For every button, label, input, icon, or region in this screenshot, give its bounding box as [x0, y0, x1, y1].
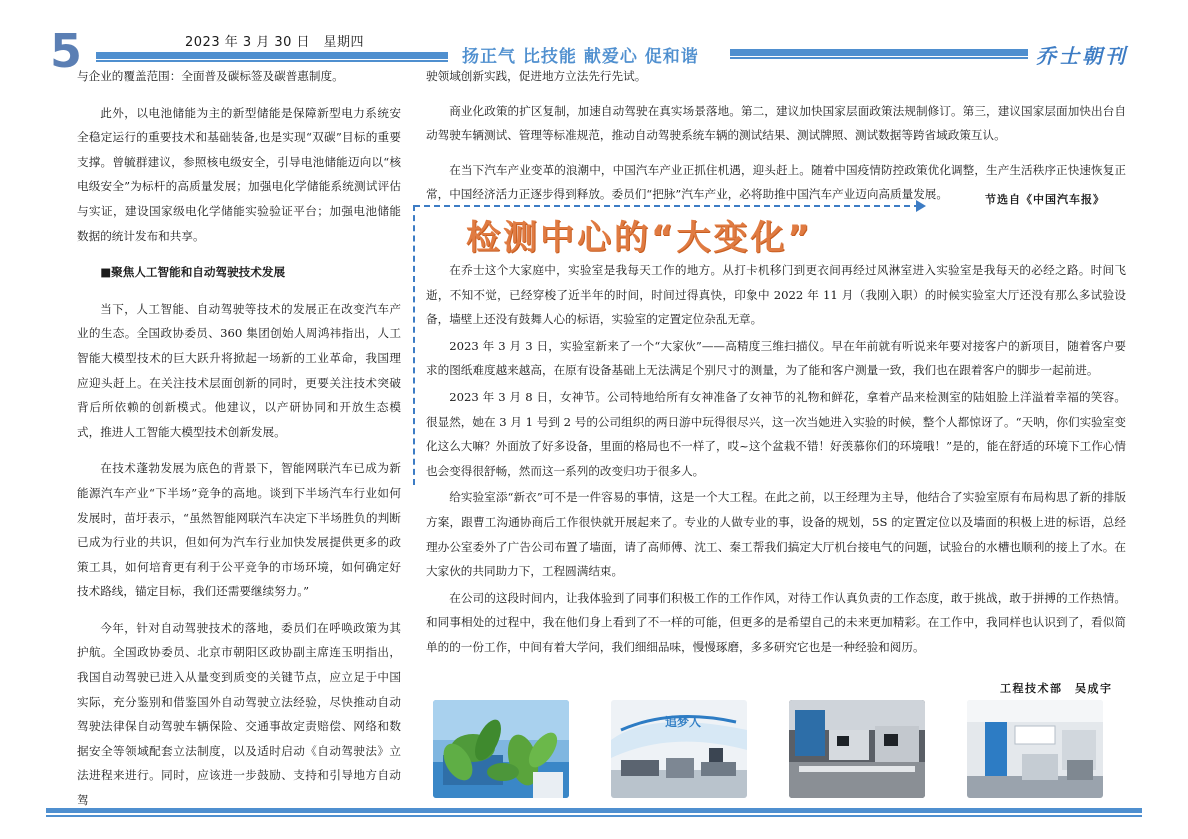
dashed-divider — [414, 205, 920, 207]
header-rule-left — [96, 52, 448, 59]
arrow-right-icon — [916, 200, 926, 212]
footer-rule-thin — [46, 815, 1142, 817]
header-rule-right-thin — [730, 57, 1028, 59]
article-author: 工程技术部 吴成宇 — [1000, 682, 1113, 695]
article-title: 检测中心的“大变化” — [466, 218, 813, 258]
header-slogan: 扬正气 比技能 献爱心 促和谐 — [462, 47, 699, 67]
right-paragraph: 在当下汽车产业变革的浪潮中，中国汽车产业正抓住机遇，迎头赶上。随着中国疫情防控政策优化调整，生产生活秩序正快速恢复正常，中国经济活力正逐步得到释放。委员们“把脉”汽车产业，必将助推中国汽车产业迈向高质量发展。 — [426, 162, 1126, 202]
issue-date: 2023 年 3 月 30 日 星期四 — [185, 35, 365, 50]
article-paragraph: 在公司的这段时间内，让我体验到了同事们积极工作的工作作风，对待工作认真负责的工作态度，敢于挑战，敢于拼搏的工作热情。和同事相处的过程中，我在他们身上看到了不一样的可能，但更多的是希望自己的未来更加精彩。在工作中，我同样也认识到了，看似简单的的一份工作，中间有着大学问，我们细细品味，慢慢琢磨，多多研究它也是一种经验和阅历。 — [426, 590, 1126, 654]
left-paragraph: 今年，针对自动驾驶技术的落地，委员们在呼唤政策为其护航。全国政协委员、北京市朝阳区政协副主席连玉明指出，我国自动驾驶已进入从量变到质变的关键节点，应立足于中国实际，充分鉴别和借鉴国外自动驾驶立法经验，尽快推动自动驾驶法律保自动驾驶车辆保险、交通事故定责赔偿、网络和数据安全等领域配套立法制度，以及适时启动《自动驾驶法》立法进程来进行。同时，应该进一步鼓励、支持和引导地方自动驾 — [77, 620, 401, 808]
left-column — [77, 64, 401, 825]
page-number: 5 — [50, 24, 83, 78]
header-rule-right — [730, 49, 1028, 56]
left-paragraph: 当下，人工智能、自动驾驶等技术的发展正在改变汽车产业的生态。全国政协委员、360 集团创始人周鸿祎指出，人工智能大模型技术的巨大跃升将掀起一场新的工业革命，我国理应迎头赶上。在关注技术层面创新的同时，更要关注技术突破背后所依赖的创新模式。他建议，以产研协同和开放生态模式，推进人工智能大模型技术创新发展。 — [77, 301, 401, 439]
article-paragraph: 在乔士这个大家庭中，实验室是我每天工作的地方。从打卡机移门到更衣间再经过风淋室进入实验室是我每天的必经之路。时间飞逝，不知不觉，已经穿梭了近半年的时间，时间过得真快，印象中 2022 年 11 月（我刚入职）的时候实验室大厅还没有那么多试验设备，墙壁上还没有鼓舞人心的标语，实验室的定置定位杂乱无章。 — [426, 263, 1126, 327]
photo-sign: 追梦人 — [664, 715, 702, 729]
lab-equipment-photo — [789, 700, 925, 798]
source-credit: 节选自《中国汽车报》 — [985, 193, 1105, 206]
left-paragraph: 此外，以电池储能为主的新型储能是保障新型电力系统安全稳定运行的重要技术和基础装备,也是实现“双碳”目标的重要支撑。曾毓群建议，参照核电级安全，引导电池储能迈向以“核电级安全”为标杆的高质量发展；加强电化学储能系统测试评估与实证，建设国家级电化学储能实验验证平台；加强电池储能数据的统计发布和共享。 — [77, 105, 401, 243]
article-paragraph: 2023 年 3 月 3 日，实验室新来了一个“大家伙”——高精度三维扫描仪。早在年前就有听说来年要对接客户的新项目，随着客户要求的图纸难度越来越高，在原有设备基础上无法满足个别尺寸的测量，为了能和客户测量一致，我们也在跟着客户的脚步一起前进。 — [426, 338, 1126, 378]
dashed-divider-vertical — [413, 205, 415, 485]
left-paragraph: 在技术蓬勃发展为底色的背景下，智能网联汽车已成为新能源汽车产业“下半场”竞争的高地。谈到下半场汽车行业如何发展时，苗圩表示，“虽然智能网联汽车决定下半场胜负的判断已成为行业的共识，但如何为汽车行业加快发展提供更多的政策工具，如何培育更有利于公平竞争的市场环境，如何确定好技术路线，锚定目标，我们还需要继续努力。” — [77, 461, 401, 599]
lab-hall-photo — [967, 700, 1103, 798]
section-heading: ■聚焦人工智能和自动驾驶技术发展 — [100, 265, 286, 280]
left-cont: 与企业的覆盖范围：全面普及碳标签及碳普惠制度。 — [77, 69, 344, 83]
masthead-logo: 乔士朝刊 — [1036, 44, 1128, 68]
plant-photo — [433, 700, 569, 798]
right-paragraph: 商业化政策的扩区复制，加速自动驾驶在真实场景落地。第二，建议加快国家层面政策法规制修订。第三，建议国家层面加快出台自动驾驶车辆测试、管理等标准规范，推动自动驾驶系统车辆的测试结果、测试牌照、测试数据等跨省域政策互认。 — [426, 103, 1126, 143]
lab-wall-photo — [611, 700, 747, 798]
article-paragraph: 给实验室添“新衣”可不是一件容易的事情，这是一个大工程。在此之前，以王经理为主导，他结合了实验室原有布局构思了新的排版方案，跟曹工沟通协商后工作很快就开展起来了。专业的人做专业的事，设备的规划，5S 的定置定位以及墙面的积极上进的标语，总经理办公室委外了广告公司布置了墙面，请了高师傅、沈工、秦工帮我们搞定大厅机台接电气的问题，试验台的水槽也顺利的接上了水。在大家伙的共同助力下，工程圆满结束。 — [426, 490, 1126, 579]
header-rule-left-thin — [96, 60, 448, 62]
article-body — [426, 258, 1126, 662]
right-cont: 驶领域创新实践，促进地方立法先行先试。 — [426, 69, 647, 83]
footer-rule — [46, 808, 1142, 813]
article-paragraph: 2023 年 3 月 8 日，女神节。公司特地给所有女神准备了女神节的礼物和鲜花，拿着产品来检测室的陆姐脸上洋溢着幸福的笑容。很显然，她在 3 月 1 号到 2 号的公司组织的两日游中玩得很尽兴，这一次当她进入实验的时候，整个人都惊讶了。“天呐，你们实验室变化这么大嘛？外面放了好多设备，里面的格局也不一样了，哎~这个盆栽不错！好羡慕你们的环境哦！”是的，能在舒适的环境下工作心情也会变得很舒畅，然而这一系列的改变归功于很多人。 — [426, 389, 1126, 478]
